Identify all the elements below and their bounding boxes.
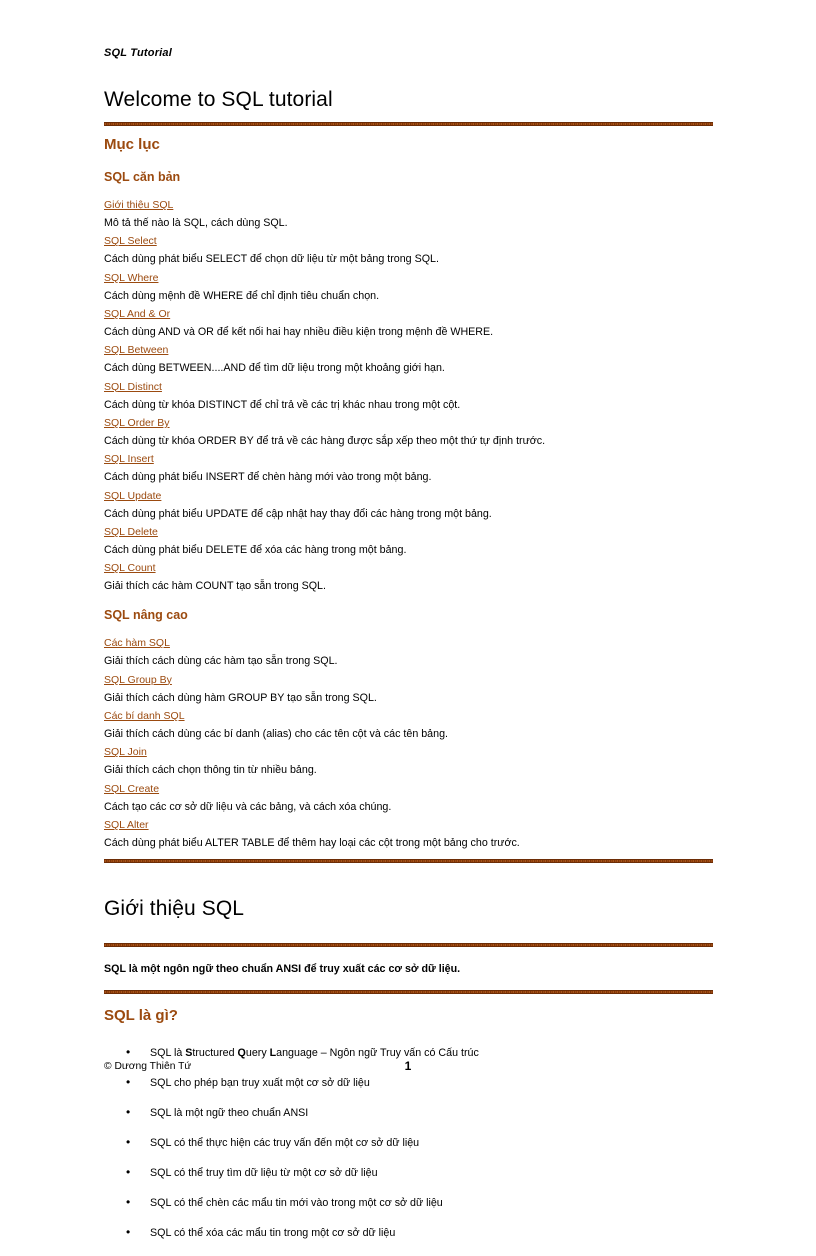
section-title-intro: Giới thiệu SQL [104,897,245,921]
intro-lead-paragraph: SQL là một ngôn ngữ theo chuẩn ANSI để truy xuất các cơ sở dữ liệu. [104,963,461,976]
subsection-title-what-is-sql: SQL là gì? [104,1007,178,1025]
list-item-text: SQL có thể thực hiện các truy vấn đến một cơ sở dữ liệu [150,1137,420,1150]
toc-desc: Cách dùng từ khóa DISTINCT để chỉ trả về các trị khác nhau trong một cột. [104,398,461,411]
toc-link-sql-alter[interactable]: SQL Alter [104,818,149,831]
toc-desc: Cách dùng phát biểu INSERT để chèn hàng mới vào trong một bảng. [104,471,432,484]
spacer [104,977,713,990]
toc-entry [104,195,713,231]
toc-desc: Cách dùng AND và OR để kết nối hai hay nhiều điều kiện trong mệnh đề WHERE. [104,326,494,339]
toc-entry [104,742,713,778]
toc-entry [104,558,713,594]
toc-desc: Giải thích cách dùng hàm GROUP BY tạo sẵn trong SQL. [104,691,377,704]
toc-link-sql-select[interactable]: SQL Select [104,235,157,248]
toc-link-sql-order-by[interactable]: SQL Order By [104,416,170,429]
toc-section-basic [104,195,713,594]
spacer [104,126,713,136]
toc-link-sql-distinct[interactable]: SQL Distinct [104,380,162,393]
running-header: SQL Tutorial [104,47,173,59]
spacer [104,947,713,962]
toc-entry [104,377,713,413]
page-title: Welcome to SQL tutorial [104,88,333,111]
toc-entry [104,231,713,267]
toc-section-advanced [104,633,713,851]
toc-desc: Cách dùng từ khóa ORDER BY để trả về các hàng được sắp xếp theo một thứ tự định trước. [104,434,546,447]
footer-copyright: © Dương Thiên Tứ [104,1061,192,1072]
toc-entry [104,268,713,304]
toc-desc: Mô tả thế nào là SQL, cách dùng SQL. [104,217,288,230]
toc-desc: Cách tạo các cơ sở dữ liệu và các bảng, và cách xóa chúng. [104,800,392,813]
toc-desc: Giải thích cách dùng các hàm tạo sẵn trong SQL. [104,655,338,668]
toc-desc: Cách dùng phát biểu ALTER TABLE để thêm hay loại các cột trong một bảng cho trước. [104,836,520,849]
toc-entry [104,779,713,815]
spacer [104,1025,713,1046]
list-item-text: SQL có thể chèn các mẩu tin mới vào trong một cơ sở dữ liệu [150,1197,443,1210]
toc-link-cac-ham-sql[interactable]: Các hàm SQL [104,637,170,650]
spacer [104,921,713,943]
spacer [104,851,713,859]
toc-link-sql-between[interactable]: SQL Between [104,344,169,357]
toc-desc: Cách dùng phát biểu DELETE để xóa các hàng trong một bảng. [104,543,407,556]
toc-desc: Giải thích cách chọn thông tin từ nhiều bảng. [104,764,317,777]
list-item [104,1226,713,1240]
toc-link-gioi-thieu-sql[interactable]: Giới thiệu SQL [104,199,174,212]
list-item [104,1166,713,1180]
toc-desc: Giải thích các hàm COUNT tạo sẵn trong SQL. [104,580,326,593]
list-item [104,1076,713,1090]
toc-entry [104,413,713,449]
spacer [104,623,713,633]
footer-page-number: 1 [404,1059,412,1073]
toc-section-heading-basic: SQL căn bản [104,170,181,185]
toc-heading: Mục lục [104,136,160,154]
toc-entry [104,706,713,742]
toc-link-cac-bi-danh-sql[interactable]: Các bí danh SQL [104,710,185,722]
toc-entry [104,815,713,851]
toc-desc: Cách dùng phát biểu UPDATE để cập nhật hay thay đổi các hàng trong một bảng. [104,507,492,520]
toc-link-sql-insert[interactable]: SQL Insert [104,453,154,466]
toc-desc: Giải thích cách dùng các bí danh (alias) cho các tên cột và các tên bảng. [104,728,448,740]
list-item [104,1136,713,1150]
spacer [104,185,713,195]
toc-link-sql-and-or[interactable]: SQL And & Or [104,308,171,321]
spacer [104,112,713,122]
toc-entry [104,304,713,340]
toc-desc: Cách dùng mệnh đề WHERE để chỉ định tiêu chuẩn chọn. [104,289,380,302]
list-item-text: SQL là Structured Query Language – Ngôn ngữ Truy vấn có Cấu trúc [150,1047,479,1060]
toc-entry [104,486,713,522]
toc-link-sql-create[interactable]: SQL Create [104,782,160,795]
list-item [104,1106,713,1120]
toc-desc: Cách dùng BETWEEN....AND để tìm dữ liệu trong một khoảng giới hạn. [104,362,445,375]
sql-feature-list [104,1046,713,1240]
toc-entry [104,449,713,485]
toc-link-sql-update[interactable]: SQL Update [104,489,162,502]
spacer [104,0,713,88]
toc-section-heading-advanced: SQL nâng cao [104,608,188,623]
spacer [104,594,713,608]
list-item-text: SQL có thể truy tìm dữ liệu từ một cơ sở dữ liệu [150,1167,378,1180]
toc-link-sql-count[interactable]: SQL Count [104,562,156,575]
toc-link-sql-where[interactable]: SQL Where [104,271,159,284]
toc-entry [104,633,713,669]
toc-entry [104,522,713,558]
toc-entry [104,670,713,706]
toc-link-sql-delete[interactable]: SQL Delete [104,525,158,538]
toc-link-sql-group-by[interactable]: SQL Group By [104,673,172,686]
spacer [104,994,713,1007]
toc-link-sql-join[interactable]: SQL Join [104,746,147,759]
spacer [104,863,713,897]
toc-desc: Cách dùng phát biểu SELECT để chọn dữ liệu từ một bảng trong SQL. [104,253,439,266]
list-item-text: SQL cho phép bạn truy xuất một cơ sở dữ liệu [150,1077,370,1090]
list-item-text: SQL là một ngữ theo chuẩn ANSI [150,1107,309,1120]
list-item-text: SQL có thể xóa các mẩu tin trong một cơ sở dữ liệu [150,1227,396,1240]
toc-entry [104,340,713,376]
spacer [104,154,713,170]
list-item [104,1196,713,1210]
